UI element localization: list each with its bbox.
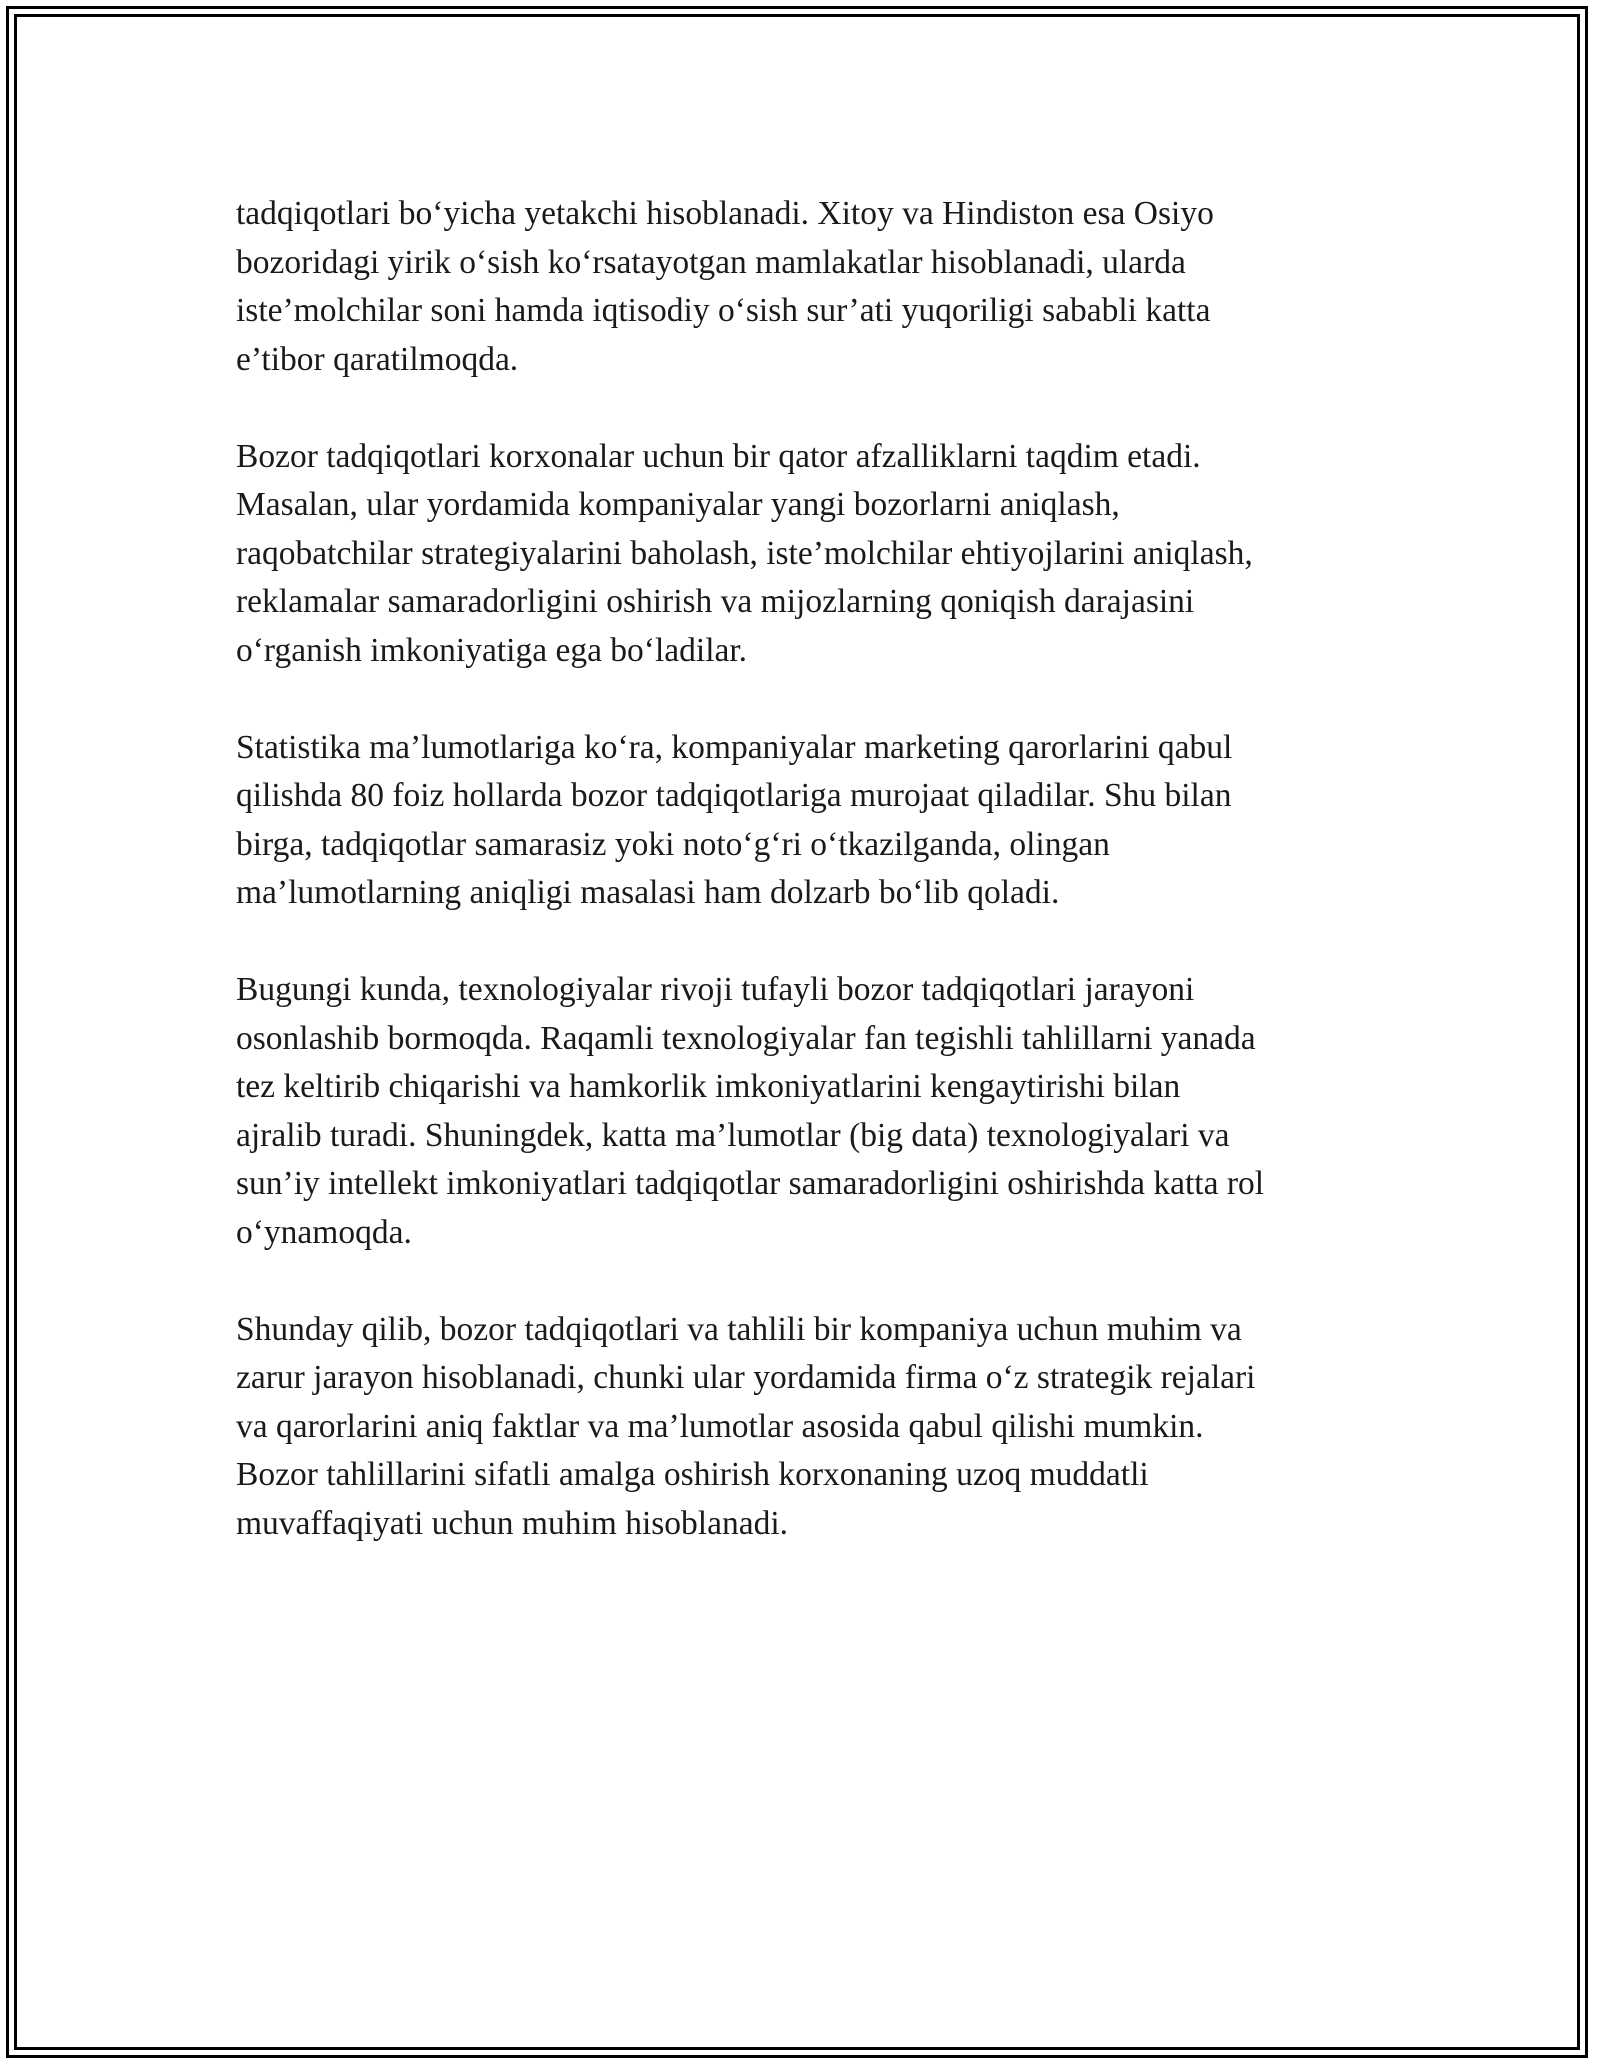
text-line: qilishda 80 foiz hollarda bozor tadqiqotlariga murojaat qiladilar. Shu bilan <box>236 777 1232 814</box>
document-body <box>236 190 1396 1597</box>
paragraph-4 <box>236 966 1396 1257</box>
text-line: birga, tadqiqotlar samarasiz yoki noto‘g‘ri o‘tkazilganda, olingan <box>236 825 1110 863</box>
text-line: zarur jarayon hisoblanadi, chunki ular yordamida firma o‘z strategik rejalari <box>236 1359 1256 1396</box>
text-line: va qarorlarini aniq faktlar va ma’lumotlar asosida qabul qilishi mumkin. <box>236 1407 1204 1445</box>
text-line: Masalan, ular yordamida kompaniyalar yangi bozorlarni aniqlash, <box>236 486 1120 523</box>
text-line: ma’lumotlarning aniqligi masalasi ham dolzarb bo‘lib qoladi. <box>236 874 1060 911</box>
text-line: raqobatchilar strategiyalarini baholash, iste’molchilar ehtiyojlarini aniqlash, <box>236 534 1253 572</box>
text-line: Bozor tadqiqotlari korxonalar uchun bir qator afzalliklarni taqdim etadi. <box>236 437 1201 475</box>
paragraph-3 <box>236 724 1396 918</box>
text-line: Bugungi kunda, texnologiyalar rivoji tufayli bozor tadqiqotlari jarayoni <box>236 971 1195 1008</box>
paragraph-5 <box>236 1306 1396 1549</box>
text-line: muvaffaqiyati uchun muhim hisoblanadi. <box>236 1504 789 1542</box>
text-line: Statistika ma’lumotlariga ko‘ra, kompaniyalar marketing qarorlarini qabul <box>236 728 1233 766</box>
text-line: tez keltirib chiqarishi va hamkorlik imkoniyatlarini kengaytirishi bilan <box>236 1068 1181 1105</box>
text-line: reklamalar samaradorligini oshirish va mijozlarning qoniqish darajasini <box>236 583 1195 620</box>
text-line: o‘ynamoqda. <box>236 1213 412 1251</box>
paragraph-1 <box>236 190 1396 384</box>
text-line: o‘rganish imkoniyatiga ega bo‘ladilar. <box>236 631 748 669</box>
text-line: ajralib turadi. Shuningdek, katta ma’lumotlar (big data) texnologiyalari va <box>236 1116 1230 1154</box>
text-line: iste’molchilar soni hamda iqtisodiy o‘sish sur’ati yuqoriligi sababli katta <box>236 292 1211 329</box>
text-line: Bozor tahlillarini sifatli amalga oshirish korxonaning uzoq muddatli <box>236 1456 1149 1493</box>
text-line: Shunday qilib, bozor tadqiqotlari va tahlili bir kompaniya uchun muhim va <box>236 1310 1242 1348</box>
text-line: e’tibor qaratilmoqda. <box>236 340 519 378</box>
text-line: bozoridagi yirik o‘sish ko‘rsatayotgan mamlakatlar hisoblanadi, ularda <box>236 243 1186 281</box>
paragraph-2 <box>236 433 1396 676</box>
text-line: sun’iy intellekt imkoniyatlari tadqiqotlar samaradorligini oshirishda katta rol <box>236 1165 1265 1202</box>
text-line: tadqiqotlari bo‘yicha yetakchi hisoblanadi. Xitoy va Hindiston esa Osiyo <box>236 195 1214 232</box>
text-line: osonlashib bormoqda. Raqamli texnologiyalar fan tegishli tahlillarni yanada <box>236 1019 1256 1057</box>
